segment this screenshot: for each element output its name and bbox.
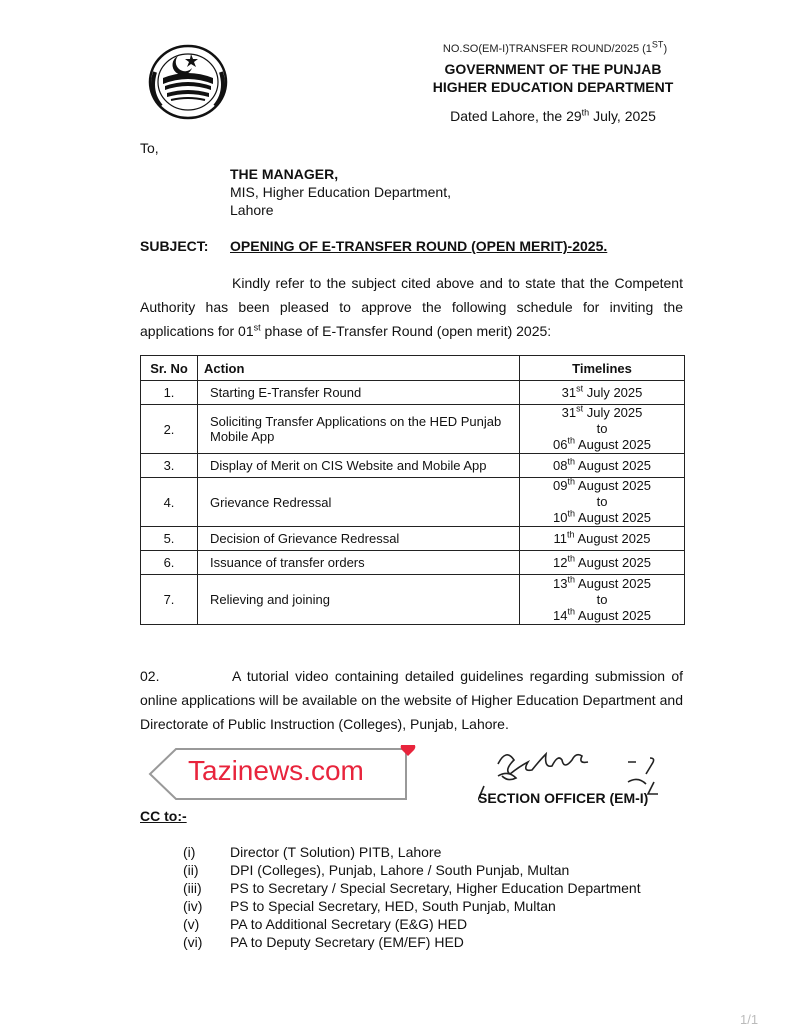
row-sr-no: 4. xyxy=(141,478,198,527)
row-action: Decision of Grievance Redressal xyxy=(198,527,520,551)
salutation-to: To, xyxy=(140,140,159,156)
table-row xyxy=(141,454,685,478)
row-sr-no: 6. xyxy=(141,551,198,575)
subject-title: OPENING OF E-TRANSFER ROUND (OPEN MERIT)-2025. xyxy=(230,238,608,254)
row-sr-no: 7. xyxy=(141,575,198,625)
row-action: Issuance of transfer orders xyxy=(198,551,520,575)
row-sr-no: 3. xyxy=(141,454,198,478)
header-sr-no: Sr. No xyxy=(141,356,198,381)
cc-item: (vi) PA to Deputy Secretary (EM/EF) HED xyxy=(183,934,464,950)
cc-list xyxy=(183,843,641,951)
header-action: Action xyxy=(198,356,520,381)
row-timeline xyxy=(520,381,685,405)
row-timeline xyxy=(520,454,685,478)
row-action: Display of Merit on CIS Website and Mobile App xyxy=(198,454,520,478)
timeline-line: to xyxy=(596,494,608,509)
cc-item: (iv) PS to Special Secretary, HED, South Punjab, Multan xyxy=(183,898,556,914)
table-row xyxy=(141,478,685,527)
timeline-line: 31st July 2025 xyxy=(561,403,643,420)
table-row xyxy=(141,551,685,575)
row-timeline xyxy=(520,478,685,527)
body-paragraph: Kindly refer to the subject cited above and to state that the Competent Authority has been pleased to approve the following schedule for inviting the applications for 01st phase of E-Transfer Round (open merit) 2025: xyxy=(140,275,683,339)
punjab-government-emblem xyxy=(147,42,229,120)
row-action: Starting E-Transfer Round xyxy=(198,381,520,405)
table-row xyxy=(141,575,685,625)
reference-number: NO.SO(EM-I)TRANSFER ROUND/2025 (1ST) xyxy=(442,39,668,55)
schedule-table xyxy=(140,355,685,625)
tutorial-paragraph: 02. A tutorial video containing detailed guidelines regarding submission of online applications will be available on the website of Higher Education Department and Directorate of Public Instruction (Colleges), Punjab, Lahore. xyxy=(140,668,683,732)
section-officer-title: SECTION OFFICER (EM-I) xyxy=(478,790,649,806)
timeline-line: to xyxy=(596,421,608,436)
subject-label: SUBJECT: xyxy=(140,238,209,254)
row-timeline xyxy=(520,575,685,625)
cc-item: (ii) DPI (Colleges), Punjab, Lahore / South Punjab, Multan xyxy=(183,862,570,878)
table-row xyxy=(141,405,685,454)
cc-item: (iii) PS to Secretary / Special Secretary, Higher Education Department xyxy=(183,880,641,896)
table-row xyxy=(141,527,685,551)
recipient-address: THE MANAGER, MIS, Higher Education Department, Lahore xyxy=(230,166,451,218)
table-header-row xyxy=(141,356,685,381)
row-timeline xyxy=(520,527,685,551)
cc-item: (v) PA to Additional Secretary (E&G) HED xyxy=(183,916,468,932)
timeline-line: 08th August 2025 xyxy=(553,456,651,473)
date-line: Dated Lahore, the 29th July, 2025 xyxy=(450,107,656,124)
header-timelines: Timelines xyxy=(520,356,685,381)
timeline-line: 09th August 2025 xyxy=(553,476,651,493)
row-action: Soliciting Transfer Applications on the HED Punjab Mobile App xyxy=(198,405,520,454)
row-action: Grievance Redressal xyxy=(198,478,520,527)
row-timeline xyxy=(520,551,685,575)
department-heading: GOVERNMENT OF THE PUNJAB HIGHER EDUCATION DEPARTMENT xyxy=(432,61,674,95)
row-timeline xyxy=(520,405,685,454)
timeline-line: 06th August 2025 xyxy=(553,435,651,452)
timeline-line: 12th August 2025 xyxy=(553,553,651,570)
table-row xyxy=(141,381,685,405)
row-action: Relieving and joining xyxy=(198,575,520,625)
row-sr-no: 5. xyxy=(141,527,198,551)
timeline-line: 13th August 2025 xyxy=(553,574,651,591)
row-sr-no: 2. xyxy=(141,405,198,454)
timeline-line: 31st July 2025 xyxy=(561,383,643,400)
page-indicator: 1/1 xyxy=(740,1012,759,1027)
row-sr-no: 1. xyxy=(141,381,198,405)
timeline-line: to xyxy=(596,591,608,607)
timeline-line: 14th August 2025 xyxy=(553,606,651,623)
cc-item: (i) Director (T Solution) PITB, Lahore xyxy=(183,844,442,860)
timeline-line: 11th August 2025 xyxy=(553,529,651,546)
watermark-text: Tazinews.com xyxy=(188,755,364,786)
timeline-line: 10th August 2025 xyxy=(553,508,651,525)
cc-heading: CC to:- xyxy=(140,808,187,824)
